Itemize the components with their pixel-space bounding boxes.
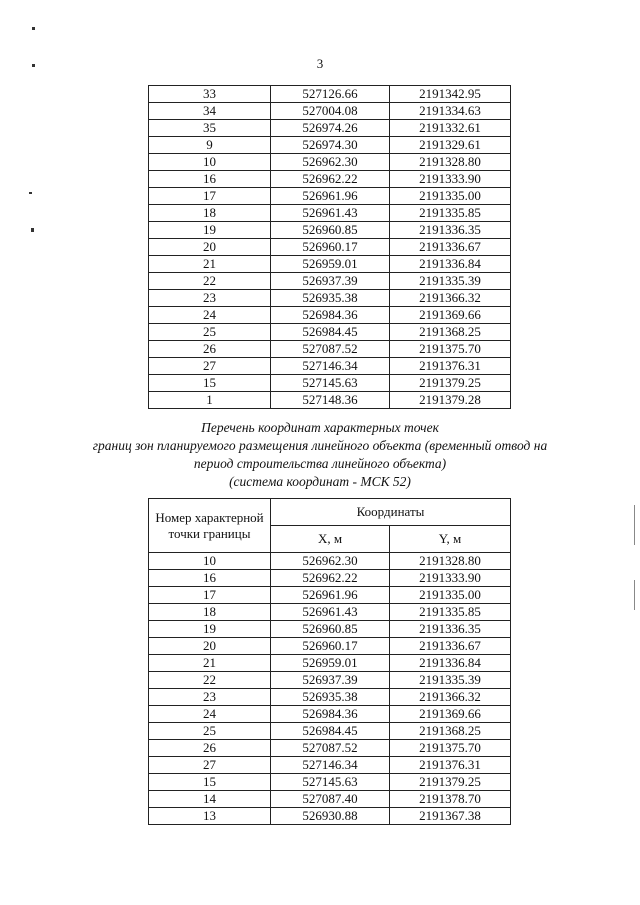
table-row <box>149 774 511 791</box>
cell-x: 526962.30 <box>271 154 390 171</box>
table-caption <box>40 419 600 491</box>
page-number: 3 <box>316 56 324 71</box>
cell-point-number: 20 <box>149 638 271 655</box>
cell-x: 527145.63 <box>271 774 390 791</box>
table-row <box>149 171 511 188</box>
cell-point-number: 1 <box>149 392 271 409</box>
cell-point-number: 24 <box>149 307 271 324</box>
cell-y: 2191335.00 <box>390 188 511 205</box>
cell-x: 527087.52 <box>271 341 390 358</box>
header-x: X, м <box>271 526 390 553</box>
table-row <box>149 188 511 205</box>
cell-x: 526974.30 <box>271 137 390 154</box>
cell-point-number: 16 <box>149 570 271 587</box>
cell-y: 2191336.35 <box>390 222 511 239</box>
table-row <box>149 341 511 358</box>
table-row <box>149 808 511 825</box>
cell-point-number: 10 <box>149 154 271 171</box>
cell-y: 2191333.90 <box>390 171 511 188</box>
cell-y: 2191375.70 <box>390 740 511 757</box>
cell-y: 2191366.32 <box>390 689 511 706</box>
cell-y: 2191335.39 <box>390 672 511 689</box>
table-row <box>149 791 511 808</box>
cell-point-number: 34 <box>149 103 271 120</box>
cell-y: 2191376.31 <box>390 757 511 774</box>
table-row <box>149 86 511 103</box>
cell-y: 2191368.25 <box>390 723 511 740</box>
table-row <box>149 706 511 723</box>
cell-x: 526984.36 <box>271 706 390 723</box>
coordinates-table-temporary-allotment-body <box>149 553 511 825</box>
cell-x: 526930.88 <box>271 808 390 825</box>
cell-x: 527146.34 <box>271 757 390 774</box>
cell-y: 2191369.66 <box>390 307 511 324</box>
table-row <box>149 205 511 222</box>
cell-point-number: 22 <box>149 672 271 689</box>
table-row <box>149 358 511 375</box>
caption-line-2: границ зон планируемого размещения линейного объекта (временный отвод на <box>92 438 548 453</box>
cell-point-number: 19 <box>149 222 271 239</box>
cell-point-number: 14 <box>149 791 271 808</box>
cell-point-number: 18 <box>149 205 271 222</box>
table-row <box>149 723 511 740</box>
caption-line-1: Перечень координат характерных точек <box>201 420 439 435</box>
cell-x: 527087.40 <box>271 791 390 808</box>
cell-y: 2191379.25 <box>390 375 511 392</box>
table-row <box>149 120 511 137</box>
cell-x: 526961.96 <box>271 587 390 604</box>
header-coordinates: Координаты <box>271 499 511 526</box>
table-row <box>149 375 511 392</box>
cell-point-number: 13 <box>149 808 271 825</box>
cell-y: 2191336.67 <box>390 638 511 655</box>
cell-y: 2191336.67 <box>390 239 511 256</box>
cell-x: 526960.17 <box>271 638 390 655</box>
cell-y: 2191375.70 <box>390 341 511 358</box>
table-row <box>149 273 511 290</box>
cell-x: 526960.85 <box>271 621 390 638</box>
cell-x: 527145.63 <box>271 375 390 392</box>
scan-line <box>634 580 635 610</box>
cell-x: 526984.45 <box>271 324 390 341</box>
cell-y: 2191366.32 <box>390 290 511 307</box>
cell-x: 526937.39 <box>271 273 390 290</box>
table-row <box>149 154 511 171</box>
header-point-number: Номер характерной точки границы <box>149 499 271 553</box>
table-row <box>149 655 511 672</box>
cell-y: 2191335.85 <box>390 205 511 222</box>
cell-x: 526959.01 <box>271 655 390 672</box>
cell-point-number: 20 <box>149 239 271 256</box>
caption-line-3: период строительства линейного объекта) <box>193 456 447 471</box>
scan-line <box>634 505 635 545</box>
cell-x: 527087.52 <box>271 740 390 757</box>
table-row <box>149 740 511 757</box>
coordinates-table-continued-body <box>149 86 511 409</box>
table-row <box>149 324 511 341</box>
cell-y: 2191369.66 <box>390 706 511 723</box>
cell-y: 2191378.70 <box>390 791 511 808</box>
coordinates-table-continued <box>148 85 511 409</box>
cell-y: 2191379.25 <box>390 774 511 791</box>
cell-x: 526935.38 <box>271 689 390 706</box>
cell-y: 2191329.61 <box>390 137 511 154</box>
cell-y: 2191328.80 <box>390 553 511 570</box>
cell-x: 526984.36 <box>271 307 390 324</box>
cell-y: 2191336.84 <box>390 655 511 672</box>
table-row <box>149 222 511 239</box>
table-row <box>149 137 511 154</box>
scan-dot <box>32 64 35 67</box>
scan-dot <box>29 192 32 194</box>
cell-y: 2191335.85 <box>390 604 511 621</box>
table-row <box>149 689 511 706</box>
table-row <box>149 307 511 324</box>
scan-dot <box>31 228 34 232</box>
cell-y: 2191368.25 <box>390 324 511 341</box>
table-row <box>149 256 511 273</box>
scan-dot <box>32 27 35 30</box>
caption-line-4: (система координат - МСК 52) <box>229 474 411 489</box>
cell-point-number: 27 <box>149 358 271 375</box>
cell-x: 526959.01 <box>271 256 390 273</box>
cell-x: 526962.30 <box>271 553 390 570</box>
cell-x: 526984.45 <box>271 723 390 740</box>
cell-point-number: 23 <box>149 290 271 307</box>
cell-point-number: 25 <box>149 324 271 341</box>
cell-x: 527004.08 <box>271 103 390 120</box>
cell-x: 526935.38 <box>271 290 390 307</box>
cell-point-number: 25 <box>149 723 271 740</box>
table-row <box>149 604 511 621</box>
cell-x: 527146.34 <box>271 358 390 375</box>
cell-y: 2191367.38 <box>390 808 511 825</box>
header-y: Y, м <box>390 526 511 553</box>
cell-point-number: 16 <box>149 171 271 188</box>
cell-point-number: 22 <box>149 273 271 290</box>
cell-point-number: 26 <box>149 341 271 358</box>
table-row <box>149 103 511 120</box>
table-row <box>149 392 511 409</box>
table-row <box>149 757 511 774</box>
coordinates-table-temporary-allotment <box>148 498 511 825</box>
cell-y: 2191334.63 <box>390 103 511 120</box>
cell-y: 2191342.95 <box>390 86 511 103</box>
cell-point-number: 17 <box>149 188 271 205</box>
cell-x: 527148.36 <box>271 392 390 409</box>
table-row <box>149 570 511 587</box>
cell-point-number: 27 <box>149 757 271 774</box>
cell-point-number: 21 <box>149 655 271 672</box>
cell-x: 526962.22 <box>271 570 390 587</box>
cell-point-number: 24 <box>149 706 271 723</box>
cell-y: 2191336.35 <box>390 621 511 638</box>
cell-y: 2191335.39 <box>390 273 511 290</box>
cell-point-number: 18 <box>149 604 271 621</box>
table-row <box>149 621 511 638</box>
cell-point-number: 15 <box>149 774 271 791</box>
cell-y: 2191332.61 <box>390 120 511 137</box>
table-row <box>149 290 511 307</box>
cell-point-number: 19 <box>149 621 271 638</box>
cell-point-number: 23 <box>149 689 271 706</box>
cell-y: 2191379.28 <box>390 392 511 409</box>
cell-point-number: 33 <box>149 86 271 103</box>
table-row <box>149 553 511 570</box>
cell-y: 2191328.80 <box>390 154 511 171</box>
cell-x: 526960.85 <box>271 222 390 239</box>
table-row <box>149 672 511 689</box>
cell-point-number: 15 <box>149 375 271 392</box>
cell-point-number: 26 <box>149 740 271 757</box>
cell-x: 526961.43 <box>271 205 390 222</box>
table-row <box>149 638 511 655</box>
cell-x: 526961.43 <box>271 604 390 621</box>
cell-point-number: 10 <box>149 553 271 570</box>
table-row <box>149 587 511 604</box>
cell-x: 526962.22 <box>271 171 390 188</box>
cell-x: 526960.17 <box>271 239 390 256</box>
cell-y: 2191336.84 <box>390 256 511 273</box>
cell-point-number: 9 <box>149 137 271 154</box>
cell-y: 2191333.90 <box>390 570 511 587</box>
cell-x: 526937.39 <box>271 672 390 689</box>
cell-y: 2191335.00 <box>390 587 511 604</box>
cell-point-number: 35 <box>149 120 271 137</box>
cell-x: 526961.96 <box>271 188 390 205</box>
cell-x: 527126.66 <box>271 86 390 103</box>
cell-x: 526974.26 <box>271 120 390 137</box>
cell-y: 2191376.31 <box>390 358 511 375</box>
table-row <box>149 239 511 256</box>
cell-point-number: 17 <box>149 587 271 604</box>
cell-point-number: 21 <box>149 256 271 273</box>
